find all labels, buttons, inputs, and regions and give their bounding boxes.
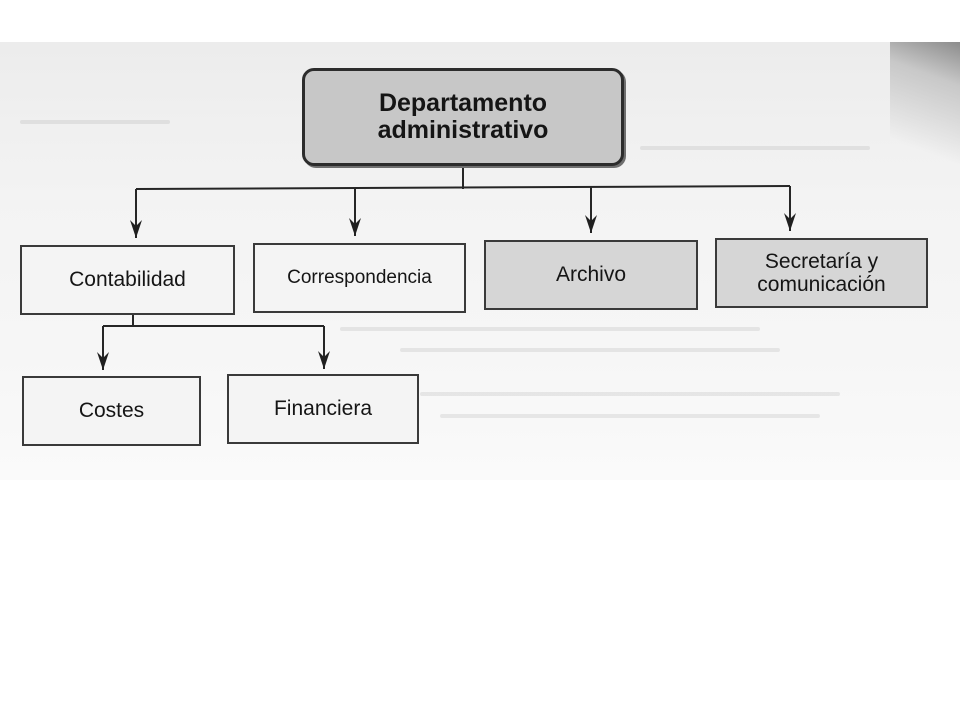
node-secretaria-y-comunicacion bbox=[715, 238, 928, 308]
node-costes bbox=[22, 376, 201, 446]
node-label: Costes bbox=[78, 399, 145, 423]
node-label: Financiera bbox=[273, 397, 373, 421]
root-node-line2: administrativo bbox=[377, 116, 549, 144]
root-node-line1: Departamento bbox=[378, 88, 548, 117]
node-label-line2: comunicación bbox=[757, 273, 886, 296]
node-label: Contabilidad bbox=[69, 268, 186, 292]
node-label: Correspondencia bbox=[287, 266, 432, 288]
node-archivo bbox=[484, 240, 698, 310]
root-node-departamento-administrativo bbox=[302, 68, 624, 166]
node-financiera bbox=[227, 374, 419, 444]
node-label: Archivo bbox=[555, 263, 627, 287]
node-correspondencia bbox=[253, 243, 466, 313]
node-contabilidad bbox=[20, 245, 235, 315]
node-label-line1: Secretaría y bbox=[764, 249, 879, 273]
